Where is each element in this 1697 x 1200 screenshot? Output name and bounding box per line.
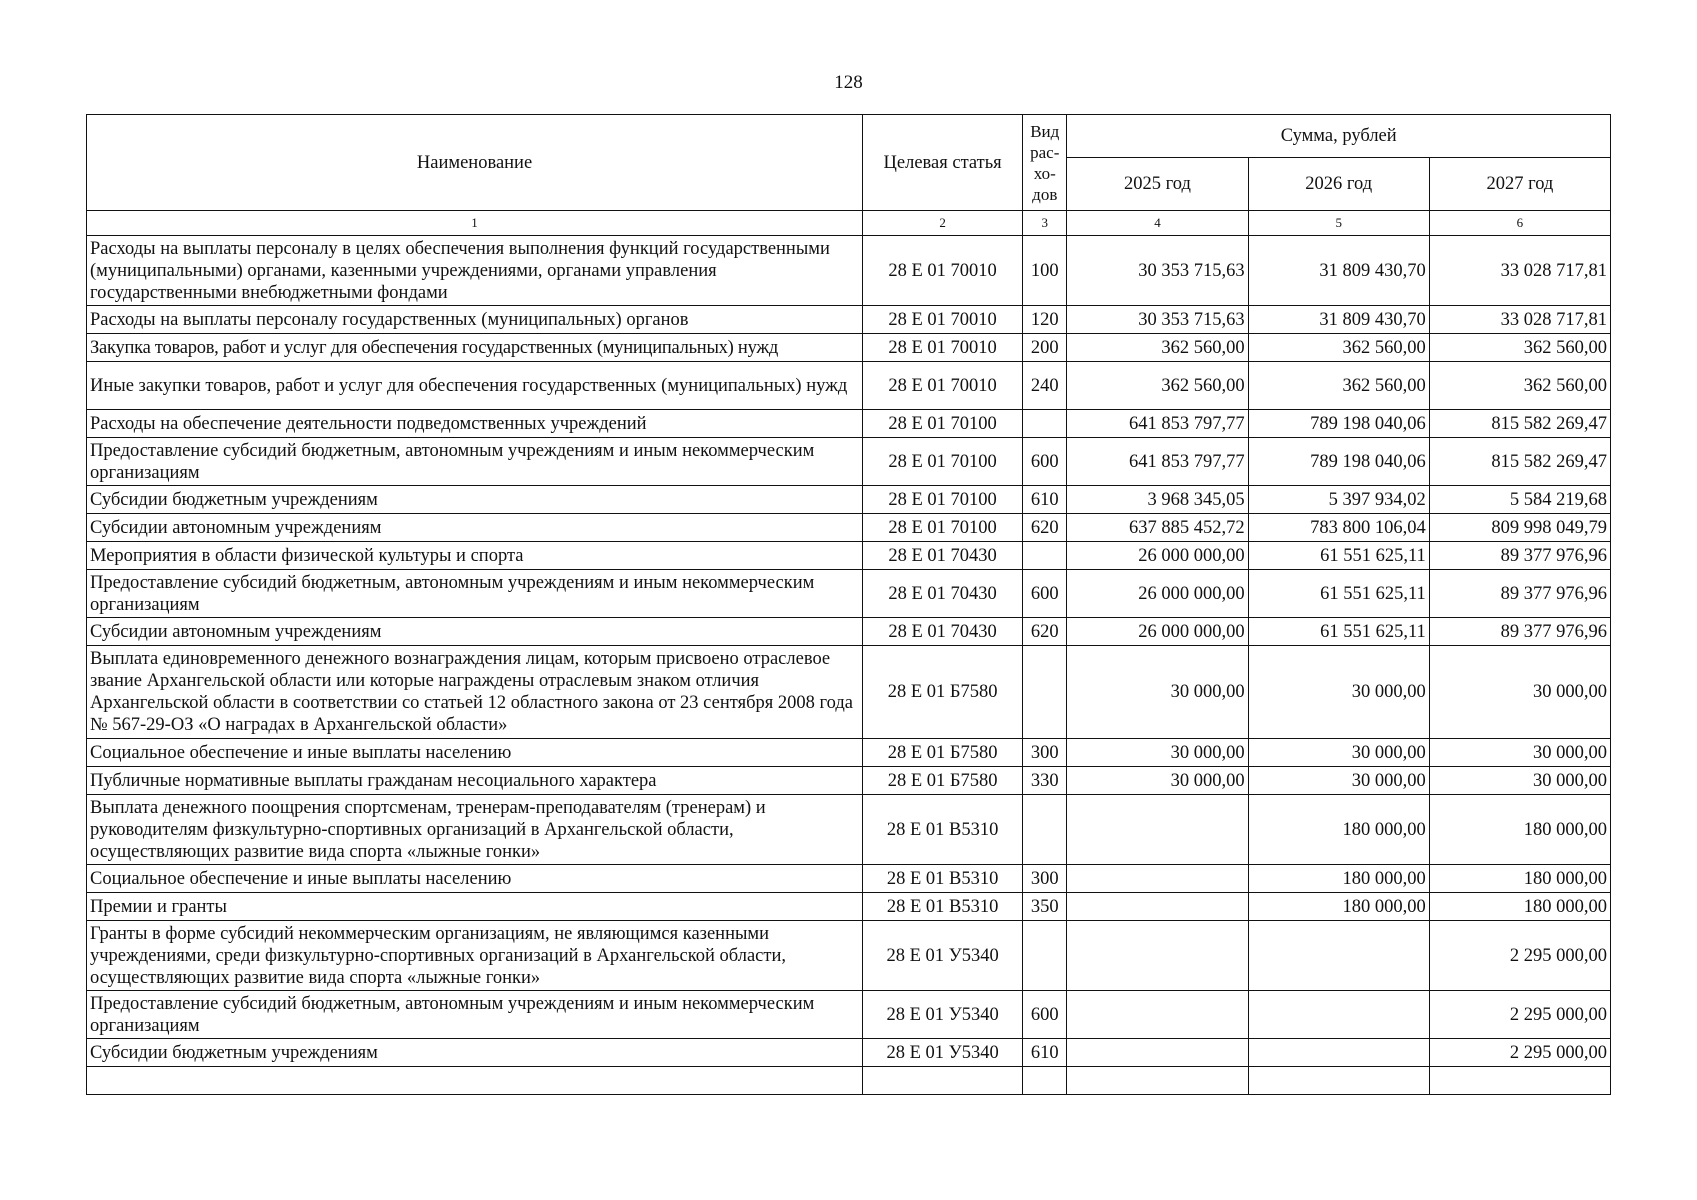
row-sum-2025 [1067, 893, 1248, 921]
row-sum-2025: 30 353 715,63 [1067, 236, 1248, 306]
row-sum-2025: 26 000 000,00 [1067, 570, 1248, 618]
header-expense-type: Вид рас-хо-дов [1023, 115, 1067, 211]
row-target-article: 28 Е 01 70430 [863, 618, 1023, 646]
row-expense-type: 240 [1023, 362, 1067, 410]
row-target-article: 28 Е 01 Б7580 [863, 767, 1023, 795]
row-name [87, 1067, 863, 1095]
row-target-article: 28 Е 01 Б7580 [863, 739, 1023, 767]
row-name: Предоставление субсидий бюджетным, автономным учреждениям и иным некоммерческим организациям [87, 570, 863, 618]
row-name: Публичные нормативные выплаты гражданам несоциального характера [87, 767, 863, 795]
row-sum-2025: 641 853 797,77 [1067, 410, 1248, 438]
row-expense-type: 610 [1023, 1039, 1067, 1067]
row-sum-2026: 61 551 625,11 [1248, 618, 1429, 646]
column-number: 4 [1067, 211, 1248, 236]
header-year-2025: 2025 год [1067, 158, 1248, 211]
row-sum-2025: 26 000 000,00 [1067, 618, 1248, 646]
row-sum-2026: 30 000,00 [1248, 739, 1429, 767]
row-sum-2025 [1067, 1067, 1248, 1095]
row-sum-2026: 783 800 106,04 [1248, 514, 1429, 542]
row-sum-2025: 641 853 797,77 [1067, 438, 1248, 486]
row-sum-2026: 30 000,00 [1248, 646, 1429, 739]
row-expense-type: 600 [1023, 991, 1067, 1039]
table-row [87, 438, 1611, 486]
row-sum-2027: 180 000,00 [1429, 865, 1610, 893]
row-sum-2025: 3 968 345,05 [1067, 486, 1248, 514]
row-sum-2027: 5 584 219,68 [1429, 486, 1610, 514]
row-expense-type [1023, 542, 1067, 570]
row-sum-2027: 2 295 000,00 [1429, 921, 1610, 991]
row-sum-2027: 180 000,00 [1429, 795, 1610, 865]
row-name: Гранты в форме субсидий некоммерческим организациям, не являющимся казенными учреждениями, среди физкультурно-спортивных организаций в Архангельской области, осуществляющих развитие вида спорта «лыжные гонки» [87, 921, 863, 991]
row-sum-2025 [1067, 1039, 1248, 1067]
row-name: Предоставление субсидий бюджетным, автономным учреждениям и иным некоммерческим организациям [87, 438, 863, 486]
header-name: Наименование [87, 115, 863, 211]
row-target-article: 28 Е 01 В5310 [863, 795, 1023, 865]
column-number: 1 [87, 211, 863, 236]
row-sum-2025 [1067, 921, 1248, 991]
row-sum-2026 [1248, 991, 1429, 1039]
row-sum-2027: 180 000,00 [1429, 893, 1610, 921]
row-sum-2025: 362 560,00 [1067, 362, 1248, 410]
row-expense-type: 350 [1023, 893, 1067, 921]
row-expense-type: 120 [1023, 306, 1067, 334]
row-name: Выплата единовременного денежного вознаграждения лицам, которым присвоено отраслевое звание Архангельской области или которые награждены отраслевым знаком отличия Архангельской области в соответствии со статьей 12 областного закона от 23 сентября 2008 года № 567-29-ОЗ «О наградах в Архангельской области» [87, 646, 863, 739]
row-expense-type [1023, 795, 1067, 865]
row-name: Социальное обеспечение и иные выплаты населению [87, 739, 863, 767]
table-row [87, 514, 1611, 542]
row-name: Субсидии автономным учреждениям [87, 514, 863, 542]
row-sum-2026: 180 000,00 [1248, 865, 1429, 893]
header-year-2026: 2026 год [1248, 158, 1429, 211]
table-row [87, 362, 1611, 410]
row-sum-2026 [1248, 921, 1429, 991]
row-name: Закупка товаров, работ и услуг для обеспечения государственных (муниципальных) нужд [87, 334, 863, 362]
row-sum-2025: 362 560,00 [1067, 334, 1248, 362]
row-sum-2027: 815 582 269,47 [1429, 438, 1610, 486]
row-sum-2027: 2 295 000,00 [1429, 991, 1610, 1039]
row-sum-2025: 30 000,00 [1067, 767, 1248, 795]
row-name: Мероприятия в области физической культуры и спорта [87, 542, 863, 570]
table-row [87, 767, 1611, 795]
table-row [87, 865, 1611, 893]
row-sum-2025 [1067, 795, 1248, 865]
row-expense-type: 620 [1023, 618, 1067, 646]
table-row [87, 410, 1611, 438]
row-name: Расходы на выплаты персоналу в целях обеспечения выполнения функций государственными (муниципальными) органами, казенными учреждениями, органами управления государственными внебюджетными фондами [87, 236, 863, 306]
row-expense-type [1023, 646, 1067, 739]
table-row [87, 739, 1611, 767]
table-row [87, 486, 1611, 514]
row-sum-2027: 89 377 976,96 [1429, 618, 1610, 646]
row-sum-2027: 33 028 717,81 [1429, 306, 1610, 334]
row-sum-2026 [1248, 1039, 1429, 1067]
row-sum-2026: 789 198 040,06 [1248, 438, 1429, 486]
row-sum-2026: 30 000,00 [1248, 767, 1429, 795]
table-row [87, 991, 1611, 1039]
row-sum-2027: 33 028 717,81 [1429, 236, 1610, 306]
row-sum-2025: 637 885 452,72 [1067, 514, 1248, 542]
table-header [87, 115, 1611, 236]
header-year-2027: 2027 год [1429, 158, 1610, 211]
row-sum-2026: 362 560,00 [1248, 334, 1429, 362]
row-sum-2027: 362 560,00 [1429, 334, 1610, 362]
row-name: Субсидии автономным учреждениям [87, 618, 863, 646]
row-expense-type [1023, 921, 1067, 991]
row-sum-2027: 89 377 976,96 [1429, 542, 1610, 570]
row-sum-2027: 30 000,00 [1429, 646, 1610, 739]
row-sum-2027: 2 295 000,00 [1429, 1039, 1610, 1067]
row-target-article: 28 Е 01 70100 [863, 438, 1023, 486]
row-name: Социальное обеспечение и иные выплаты населению [87, 865, 863, 893]
row-expense-type [1023, 410, 1067, 438]
row-target-article: 28 Е 01 В5310 [863, 865, 1023, 893]
column-number: 5 [1248, 211, 1429, 236]
row-target-article: 28 Е 01 70430 [863, 542, 1023, 570]
table-row [87, 236, 1611, 306]
column-number-row [87, 211, 1611, 236]
header-sum-group: Сумма, рублей [1067, 115, 1611, 158]
row-sum-2026: 31 809 430,70 [1248, 236, 1429, 306]
row-sum-2026: 5 397 934,02 [1248, 486, 1429, 514]
row-name: Расходы на обеспечение деятельности подведомственных учреждений [87, 410, 863, 438]
row-name: Иные закупки товаров, работ и услуг для обеспечения государственных (муниципальных) нужд [87, 362, 863, 410]
row-name: Субсидии бюджетным учреждениям [87, 1039, 863, 1067]
row-sum-2027: 30 000,00 [1429, 739, 1610, 767]
row-target-article: 28 Е 01 70430 [863, 570, 1023, 618]
row-target-article: 28 Е 01 Б7580 [863, 646, 1023, 739]
row-expense-type: 620 [1023, 514, 1067, 542]
row-sum-2025: 30 000,00 [1067, 646, 1248, 739]
row-sum-2026: 61 551 625,11 [1248, 570, 1429, 618]
row-name: Премии и гранты [87, 893, 863, 921]
row-expense-type: 200 [1023, 334, 1067, 362]
table-row [87, 795, 1611, 865]
table-row [87, 893, 1611, 921]
table-row-empty [87, 1067, 1611, 1095]
row-expense-type: 300 [1023, 865, 1067, 893]
row-sum-2025: 30 000,00 [1067, 739, 1248, 767]
row-sum-2025: 30 353 715,63 [1067, 306, 1248, 334]
row-target-article: 28 Е 01 70100 [863, 514, 1023, 542]
row-sum-2026: 180 000,00 [1248, 893, 1429, 921]
row-sum-2027 [1429, 1067, 1610, 1095]
row-target-article: 28 Е 01 У5340 [863, 1039, 1023, 1067]
header-target-article: Целевая статья [863, 115, 1023, 211]
row-expense-type: 330 [1023, 767, 1067, 795]
column-number: 6 [1429, 211, 1610, 236]
row-sum-2027: 809 998 049,79 [1429, 514, 1610, 542]
row-name: Расходы на выплаты персоналу государственных (муниципальных) органов [87, 306, 863, 334]
table-row [87, 646, 1611, 739]
row-sum-2027: 30 000,00 [1429, 767, 1610, 795]
table-row [87, 1039, 1611, 1067]
row-expense-type [1023, 1067, 1067, 1095]
row-sum-2026: 362 560,00 [1248, 362, 1429, 410]
row-sum-2026 [1248, 1067, 1429, 1095]
row-sum-2026: 789 198 040,06 [1248, 410, 1429, 438]
row-expense-type: 600 [1023, 570, 1067, 618]
row-sum-2027: 89 377 976,96 [1429, 570, 1610, 618]
row-expense-type: 600 [1023, 438, 1067, 486]
table-body [87, 236, 1611, 1095]
table-row [87, 306, 1611, 334]
row-target-article [863, 1067, 1023, 1095]
row-sum-2025 [1067, 991, 1248, 1039]
row-target-article: 28 Е 01 70010 [863, 236, 1023, 306]
budget-table [86, 114, 1611, 1095]
row-target-article: 28 Е 01 70100 [863, 410, 1023, 438]
row-target-article: 28 Е 01 В5310 [863, 893, 1023, 921]
row-name: Субсидии бюджетным учреждениям [87, 486, 863, 514]
row-sum-2026: 61 551 625,11 [1248, 542, 1429, 570]
row-sum-2025: 26 000 000,00 [1067, 542, 1248, 570]
row-expense-type: 300 [1023, 739, 1067, 767]
row-sum-2025 [1067, 865, 1248, 893]
row-sum-2027: 815 582 269,47 [1429, 410, 1610, 438]
row-target-article: 28 Е 01 70100 [863, 486, 1023, 514]
row-target-article: 28 Е 01 У5340 [863, 991, 1023, 1039]
row-expense-type: 100 [1023, 236, 1067, 306]
table-row [87, 570, 1611, 618]
row-sum-2026: 180 000,00 [1248, 795, 1429, 865]
column-number: 3 [1023, 211, 1067, 236]
row-name: Выплата денежного поощрения спортсменам, тренерам-преподавателям (тренерам) и руководителям физкультурно-спортивных организаций в Архангельской области, осуществляющих развитие вида спорта «лыжные гонки» [87, 795, 863, 865]
page-number: 128 [834, 72, 863, 93]
row-sum-2027: 362 560,00 [1429, 362, 1610, 410]
table-row [87, 334, 1611, 362]
row-sum-2026: 31 809 430,70 [1248, 306, 1429, 334]
row-target-article: 28 Е 01 70010 [863, 306, 1023, 334]
row-name: Предоставление субсидий бюджетным, автономным учреждениям и иным некоммерческим организациям [87, 991, 863, 1039]
table-row [87, 542, 1611, 570]
row-expense-type: 610 [1023, 486, 1067, 514]
row-target-article: 28 Е 01 70010 [863, 362, 1023, 410]
table-row [87, 921, 1611, 991]
row-target-article: 28 Е 01 У5340 [863, 921, 1023, 991]
column-number: 2 [863, 211, 1023, 236]
row-target-article: 28 Е 01 70010 [863, 334, 1023, 362]
table-row [87, 618, 1611, 646]
